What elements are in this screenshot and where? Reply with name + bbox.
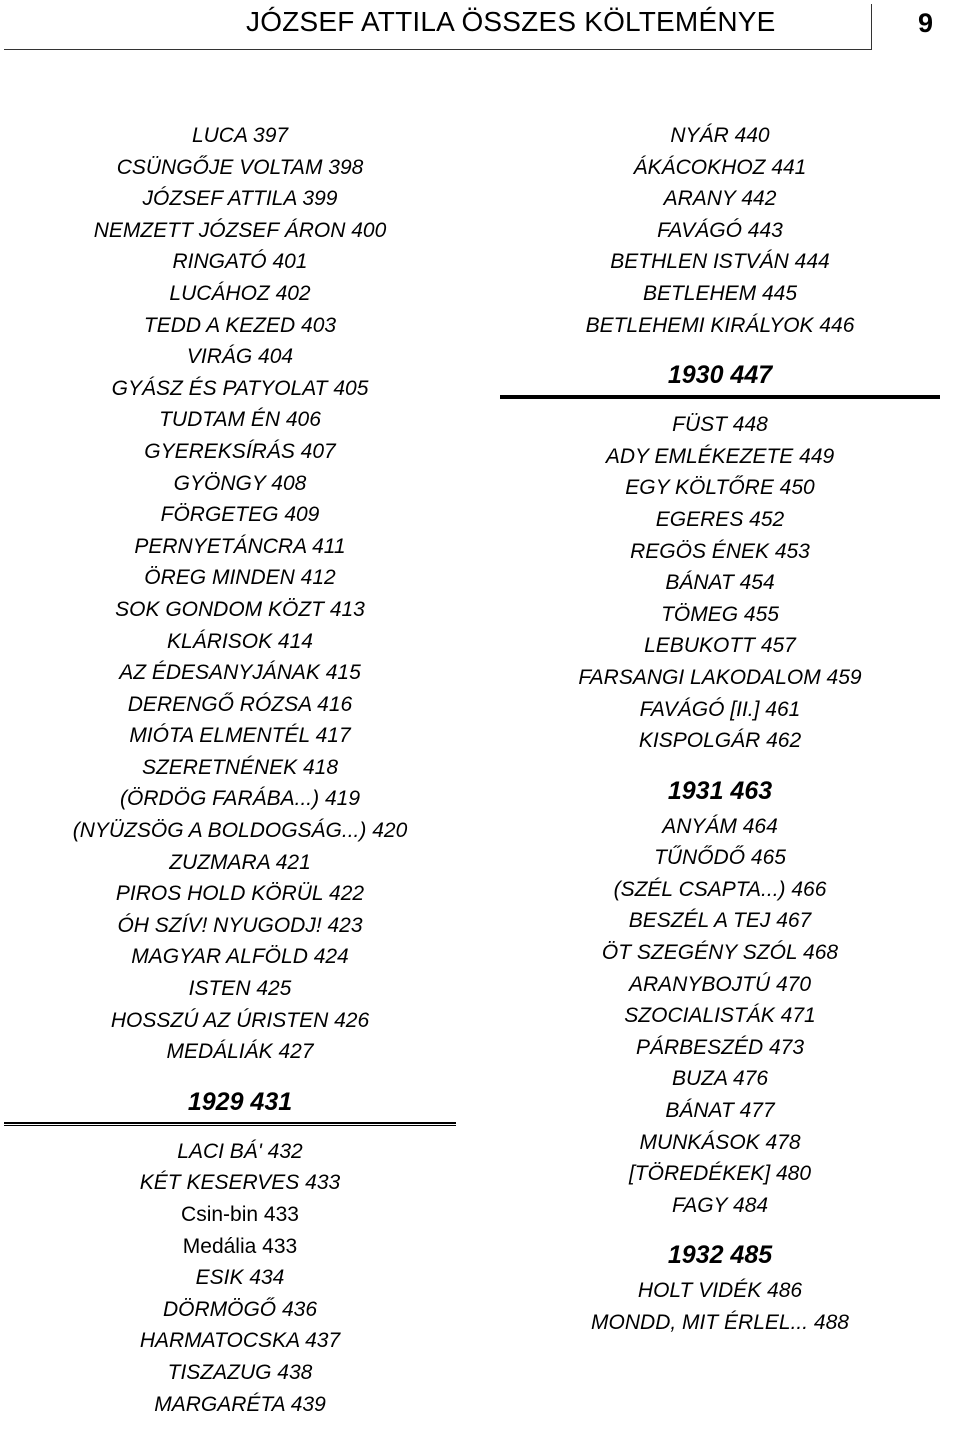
toc-entry: ÓH SZÍV! NYUGODJ! 423 (117, 913, 363, 937)
toc-entry: SOK GONDOM KÖZT 413 (115, 597, 365, 621)
toc-entry: SZOCIALISTÁK 471 (624, 1004, 816, 1028)
toc-entry: ÖT SZEGÉNY SZÓL 468 (601, 941, 839, 965)
toc-entry: [TÖREDÉKEK] 480 (628, 1162, 812, 1186)
page-number: 9 (918, 8, 934, 38)
toc-entry: PERNYETÁNCRA 411 (134, 534, 346, 558)
toc-group (0, 1262, 480, 1420)
toc-entry: FÜST 448 (672, 413, 768, 437)
toc-entry: ZUZMARA 421 (169, 850, 311, 874)
toc-entry: KÉT KESERVES 433 (139, 1171, 341, 1195)
toc-group (0, 1136, 480, 1199)
toc-entry: DERENGŐ RÓZSA 416 (127, 692, 353, 716)
toc-entry: FAVÁGÓ 443 (657, 218, 783, 242)
toc-group (480, 811, 960, 1222)
toc-entry: ARANYBOJTÚ 470 (628, 972, 812, 996)
year-heading-1929: 1929 431 (187, 1087, 293, 1116)
toc-entry: REGÖS ÉNEK 453 (630, 539, 810, 563)
header-divider-horizontal (4, 49, 871, 50)
toc-entry: RINGATÓ 401 (172, 250, 308, 274)
toc-entry: LEBUKOTT 457 (644, 634, 796, 658)
toc-entry: HARMATOCSKA 437 (139, 1329, 341, 1353)
toc-group (480, 1275, 960, 1338)
toc-entry: TEDD A KEZED 403 (143, 313, 337, 337)
toc-entry: ÖREG MINDEN 412 (144, 566, 336, 590)
toc-entry: (SZÉL CSAPTA...) 466 (613, 877, 827, 901)
toc-entry: SZERETNÉNEK 418 (141, 755, 339, 779)
toc-entry: LUCA 397 (191, 124, 289, 147)
toc-entry: PIROS HOLD KÖRÜL 422 (115, 882, 365, 906)
toc-entry: TUDTAM ÉN 406 (159, 408, 321, 432)
toc-entry: BUZA 476 (671, 1067, 769, 1091)
toc-entry: ESIK 434 (195, 1266, 285, 1290)
toc-entry: MEDÁLIÁK 427 (166, 1040, 314, 1064)
toc-entry: ÁKÁCOKHOZ 441 (633, 155, 807, 179)
year-heading-1930: 1930 447 (667, 361, 773, 390)
toc-entry: KISPOLGÁR 462 (638, 729, 802, 753)
toc-entry: FAGY 484 (671, 1193, 769, 1217)
toc-group (480, 120, 960, 341)
toc-entry: JÓZSEF ATTILA 399 (142, 187, 338, 211)
toc-entry: ADY EMLÉKEZETE 449 (605, 444, 835, 468)
year-divider-rule (4, 1122, 456, 1126)
toc-entry: ANYÁM 464 (662, 814, 778, 838)
toc-entry: EGERES 452 (655, 507, 785, 531)
toc-entry: GYEREKSÍRÁS 407 (144, 439, 336, 463)
toc-entry: BESZÉL A TEJ 467 (628, 909, 812, 933)
header-divider-vertical (871, 4, 872, 50)
toc-entry: BÁNAT 454 (665, 571, 775, 595)
toc-entry: FÖRGETEG 409 (160, 503, 320, 527)
toc-entry: Csin-bin 433 (181, 1203, 299, 1226)
toc-entry: PÁRBESZÉD 473 (635, 1035, 805, 1059)
toc-entry: VIRÁG 404 (186, 345, 294, 369)
toc-entry: HOLT VIDÉK 486 (637, 1279, 803, 1303)
toc-entry: MUNKÁSOK 478 (639, 1130, 801, 1154)
toc-entry: TŰNŐDŐ 465 (654, 846, 786, 870)
year-heading-1932: 1932 485 (667, 1241, 773, 1270)
toc-entry: GYÁSZ ÉS PATYOLAT 405 (111, 376, 369, 400)
toc-entry: BÁNAT 477 (665, 1099, 775, 1123)
toc-entry: ARANY 442 (663, 187, 777, 211)
toc-entry: MAGYAR ALFÖLD 424 (131, 945, 349, 969)
toc-group (480, 409, 960, 757)
toc-entry: LACI BÁ' 432 (177, 1139, 303, 1163)
toc-entry: TISZAZUG 438 (167, 1360, 313, 1384)
toc-entry: NEMZETT JÓZSEF ÁRON 400 (93, 218, 387, 242)
year-divider-rule (500, 395, 940, 399)
toc-entry: FAVÁGÓ [II.] 461 (639, 697, 801, 721)
toc-entry: (NYÜZSÖG A BOLDOGSÁG...) 420 (72, 819, 408, 843)
toc-entry: LUCÁHOZ 402 (169, 281, 311, 305)
toc-group (0, 120, 480, 1068)
toc-entry: BETHLEN ISTVÁN 444 (610, 250, 830, 274)
toc-entry: MIÓTA ELMENTÉL 417 (129, 724, 351, 748)
toc-left-column (0, 120, 480, 1420)
toc-entry: Medália 433 (182, 1234, 298, 1258)
toc-entry: BETLEHEMI KIRÁLYOK 446 (585, 313, 855, 337)
page-header (0, 0, 960, 50)
toc-group (0, 1199, 480, 1262)
toc-entry: TÖMEG 455 (661, 602, 779, 626)
toc-right-column (480, 120, 960, 1339)
toc-entry: CSÜNGŐJE VOLTAM 398 (116, 155, 364, 179)
year-heading-1931: 1931 463 (667, 776, 773, 805)
toc-entry: HOSSZÚ AZ ÚRISTEN 426 (110, 1008, 370, 1032)
toc-entry: EGY KÖLTŐRE 450 (625, 476, 815, 500)
toc-entry: (ÖRDÖG FARÁBA...) 419 (120, 787, 360, 811)
toc-entry: NYÁR 440 (670, 124, 770, 147)
toc-entry: BETLEHEM 445 (642, 281, 798, 305)
toc-entry: MONDD, MIT ÉRLEL... 488 (591, 1311, 849, 1334)
toc-entry: KLÁRISOK 414 (167, 629, 313, 653)
toc-entry: FARSANGI LAKODALOM 459 (578, 665, 862, 689)
toc-entry: MARGARÉTA 439 (154, 1392, 326, 1416)
book-title: JÓZSEF ATTILA ÖSSZES KÖLTEMÉNYE (246, 6, 776, 37)
toc-entry: AZ ÉDESANYJÁNAK 415 (119, 661, 361, 685)
toc-entry: ISTEN 425 (188, 977, 292, 1001)
toc-entry: GYÖNGY 408 (173, 471, 307, 495)
toc-entry: DÖRMÖGŐ 436 (162, 1297, 318, 1321)
